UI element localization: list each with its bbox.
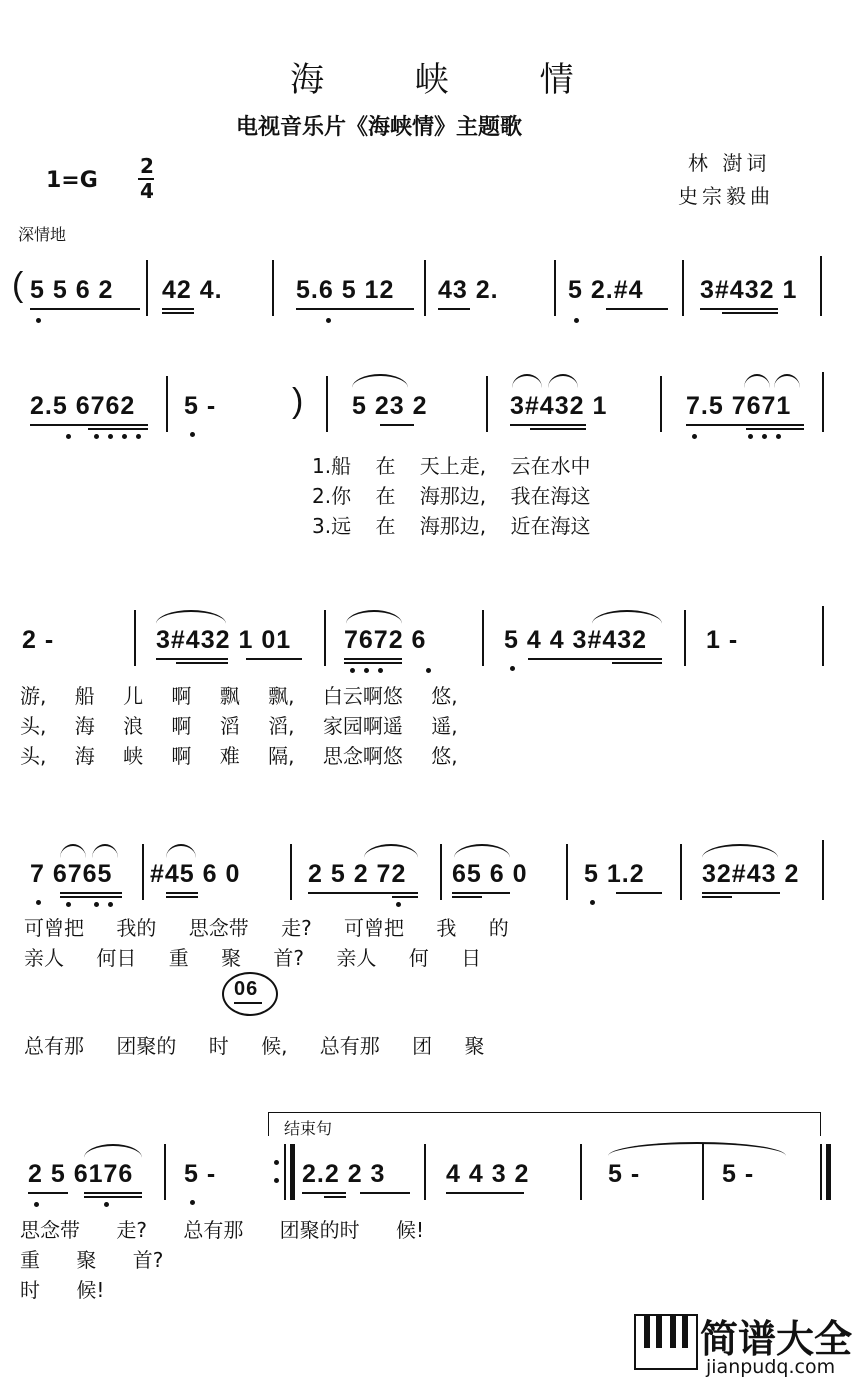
underline bbox=[88, 428, 148, 430]
underline bbox=[700, 308, 778, 310]
barline bbox=[820, 1144, 822, 1200]
watermark-text: 简谱大全 bbox=[700, 1317, 853, 1361]
underline bbox=[702, 892, 780, 894]
row2-measure-5: 7.5 7671 bbox=[686, 392, 792, 420]
ending-bracket-edge bbox=[268, 1112, 269, 1136]
octave-dot bbox=[762, 434, 767, 439]
row3-measure-4: 5 4 4 3#432 bbox=[504, 626, 648, 654]
row5-measure-4: 4 4 3 2 bbox=[446, 1160, 530, 1188]
slur bbox=[92, 844, 118, 858]
octave-dot bbox=[66, 902, 71, 907]
underline bbox=[616, 892, 662, 894]
row2-measure-2: 5 - bbox=[184, 392, 217, 420]
underline bbox=[722, 312, 778, 314]
row3-measure-2: 3#432 1 01 bbox=[156, 626, 292, 654]
slur bbox=[166, 844, 196, 858]
song-subtitle: 电视音乐片《海峡情》主题歌 bbox=[236, 115, 523, 140]
barline bbox=[290, 844, 292, 900]
underline bbox=[234, 1002, 262, 1004]
barline bbox=[822, 840, 824, 900]
underline bbox=[452, 896, 482, 898]
octave-dot bbox=[108, 902, 113, 907]
row5-measure-3: 2.2 2 3 bbox=[302, 1160, 386, 1188]
barline bbox=[702, 1144, 704, 1200]
row2-measure-1: 2.5 6762 bbox=[30, 392, 136, 420]
lyricist: 林 澍词 bbox=[688, 151, 771, 175]
octave-dot bbox=[36, 900, 41, 905]
underline bbox=[246, 658, 302, 660]
piano-key-icon bbox=[656, 1316, 662, 1348]
barline bbox=[482, 610, 484, 666]
underline bbox=[324, 1196, 346, 1198]
row4-measure-1: 7 6765 bbox=[30, 860, 113, 888]
octave-dot bbox=[776, 434, 781, 439]
barline bbox=[566, 844, 568, 900]
underline bbox=[392, 896, 418, 898]
barline bbox=[660, 376, 662, 432]
octave-dot bbox=[190, 1200, 195, 1205]
lyrics-verse-2: 2.你 在 海那边, 我在海这 bbox=[312, 484, 591, 508]
underline bbox=[176, 662, 228, 664]
underline bbox=[344, 658, 402, 660]
barline bbox=[684, 610, 686, 666]
watermark-url: jianpudq.com bbox=[706, 1356, 836, 1378]
lyrics-verse-1: 1.船 在 天上走, 云在水中 bbox=[312, 454, 591, 478]
row1-measure-4: 43 2. bbox=[438, 276, 499, 304]
underline bbox=[606, 308, 668, 310]
barline bbox=[146, 260, 148, 316]
time-signature-top: 2 bbox=[140, 154, 154, 178]
row1-measure-5: 5 2.#4 bbox=[568, 276, 644, 304]
underline bbox=[30, 424, 148, 426]
underline bbox=[438, 308, 470, 310]
octave-dot bbox=[326, 318, 331, 323]
octave-dot bbox=[122, 434, 127, 439]
song-title: 海 峡 情 bbox=[290, 60, 614, 100]
row5-measure-5: 5 - bbox=[608, 1160, 641, 1188]
underline bbox=[28, 1192, 68, 1194]
octave-dot bbox=[94, 902, 99, 907]
open-paren: ( bbox=[12, 266, 25, 304]
barline bbox=[142, 844, 144, 900]
piano-key-icon bbox=[670, 1316, 676, 1348]
lyrics-verse-3: 总有那 团聚的 时 候, 总有那 团 聚 bbox=[24, 1034, 485, 1058]
underline bbox=[166, 892, 198, 894]
barline bbox=[164, 1144, 166, 1200]
row4-measure-3: 2 5 2 72 bbox=[308, 860, 407, 888]
underline bbox=[162, 308, 194, 310]
row4-measure-2: #45 6 0 bbox=[150, 860, 241, 888]
tempo-marking: 深情地 bbox=[18, 225, 67, 244]
row1-measure-1: 5 5 6 2 bbox=[30, 276, 114, 304]
underline bbox=[446, 1192, 524, 1194]
composer: 史宗毅曲 bbox=[678, 184, 774, 208]
underline bbox=[344, 662, 402, 664]
slur bbox=[702, 844, 778, 858]
slur bbox=[346, 610, 402, 624]
octave-dot bbox=[94, 434, 99, 439]
barline bbox=[134, 610, 136, 666]
row1-measure-2: 42 4. bbox=[162, 276, 223, 304]
slur bbox=[60, 844, 86, 858]
slur bbox=[512, 374, 542, 388]
underline bbox=[84, 1196, 142, 1198]
ending-bracket bbox=[268, 1112, 820, 1113]
underline bbox=[612, 662, 662, 664]
underline bbox=[60, 896, 122, 898]
barline bbox=[680, 844, 682, 900]
barline bbox=[424, 1144, 426, 1200]
octave-dot bbox=[108, 434, 113, 439]
repeat-dot bbox=[274, 1160, 279, 1165]
underline bbox=[84, 1192, 142, 1194]
octave-dot bbox=[590, 900, 595, 905]
close-paren: ) bbox=[292, 382, 305, 420]
slur bbox=[156, 610, 226, 624]
octave-dot bbox=[104, 1202, 109, 1207]
barline bbox=[326, 376, 328, 432]
underline bbox=[30, 308, 140, 310]
underline bbox=[702, 896, 732, 898]
barline bbox=[272, 260, 274, 316]
underline bbox=[452, 892, 510, 894]
octave-dot bbox=[136, 434, 141, 439]
octave-dot bbox=[34, 1202, 39, 1207]
lyrics-verse-2: 重 聚 首? bbox=[20, 1248, 164, 1272]
barline bbox=[820, 256, 822, 316]
underline bbox=[162, 312, 194, 314]
repeat-dot bbox=[274, 1178, 279, 1183]
octave-dot bbox=[36, 318, 41, 323]
underline bbox=[530, 428, 586, 430]
slur bbox=[592, 610, 662, 624]
row4-measure-5: 5 1.2 bbox=[584, 860, 645, 888]
barline bbox=[284, 1144, 286, 1200]
row3-measure-1: 2 - bbox=[22, 626, 55, 654]
octave-dot bbox=[574, 318, 579, 323]
octave-dot bbox=[396, 902, 401, 907]
piano-key-icon bbox=[682, 1316, 688, 1348]
key-signature: 1=G bbox=[46, 168, 98, 193]
alternate-notes: 06 bbox=[234, 978, 259, 1000]
slur bbox=[454, 844, 510, 858]
lyrics-verse-1: 可曾把 我的 思念带 走? 可曾把 我 的 bbox=[24, 916, 509, 940]
lyrics-verse-3: 3.远 在 海那边, 近在海这 bbox=[312, 514, 591, 538]
underline bbox=[308, 892, 418, 894]
row3-measure-5: 1 - bbox=[706, 626, 739, 654]
barline bbox=[486, 376, 488, 432]
row4-measure-6: 32#43 2 bbox=[702, 860, 800, 888]
barline bbox=[682, 260, 684, 316]
lyrics-verse-1: 游, 船 儿 啊 飘 飘, 白云啊悠 悠, bbox=[20, 684, 458, 708]
octave-dot bbox=[378, 668, 383, 673]
row5-measure-1: 2 5 6176 bbox=[28, 1160, 134, 1188]
row3-measure-3: 7672 6 bbox=[344, 626, 427, 654]
barline bbox=[822, 372, 824, 432]
ending-bracket-edge bbox=[820, 1112, 821, 1136]
lyrics-verse-1: 思念带 走? 总有那 团聚的时 候! bbox=[20, 1218, 425, 1242]
lyrics-verse-3: 时 候! bbox=[20, 1278, 105, 1302]
row5-measure-2: 5 - bbox=[184, 1160, 217, 1188]
barline bbox=[166, 376, 168, 432]
octave-dot bbox=[66, 434, 71, 439]
barline bbox=[580, 1144, 582, 1200]
underline bbox=[60, 892, 122, 894]
octave-dot bbox=[748, 434, 753, 439]
row1-measure-3: 5.6 5 12 bbox=[296, 276, 395, 304]
lyrics-verse-3: 头, 海 峡 啊 难 隔, 思念啊悠 悠, bbox=[20, 744, 458, 768]
octave-dot bbox=[426, 668, 431, 673]
barline bbox=[440, 844, 442, 900]
octave-dot bbox=[364, 668, 369, 673]
slur bbox=[744, 374, 770, 388]
underline bbox=[746, 428, 804, 430]
underline bbox=[296, 308, 414, 310]
underline bbox=[380, 424, 414, 426]
row2-measure-4: 3#432 1 bbox=[510, 392, 608, 420]
slur bbox=[352, 374, 408, 388]
slur bbox=[774, 374, 800, 388]
lyrics-verse-2: 头, 海 浪 啊 滔 滔, 家园啊遥 遥, bbox=[20, 714, 458, 738]
underline bbox=[686, 424, 804, 426]
barline bbox=[324, 610, 326, 666]
slur bbox=[364, 844, 418, 858]
piano-key-icon bbox=[644, 1316, 650, 1348]
underline bbox=[510, 424, 586, 426]
row2-measure-3: 5 23 2 bbox=[352, 392, 428, 420]
underline bbox=[302, 1192, 346, 1194]
row4-measure-4: 65 6 0 bbox=[452, 860, 528, 888]
barline bbox=[424, 260, 426, 316]
underline bbox=[360, 1192, 410, 1194]
underline bbox=[156, 658, 228, 660]
ending-label: 结束句 bbox=[284, 1119, 333, 1138]
slur bbox=[548, 374, 578, 388]
row1-measure-6: 3#432 1 bbox=[700, 276, 798, 304]
octave-dot bbox=[350, 668, 355, 673]
octave-dot bbox=[510, 666, 515, 671]
row5-measure-6: 5 - bbox=[722, 1160, 755, 1188]
tie bbox=[608, 1142, 786, 1156]
lyrics-verse-2: 亲人 何日 重 聚 首? 亲人 何 日 bbox=[24, 946, 482, 970]
octave-dot bbox=[190, 432, 195, 437]
barline bbox=[554, 260, 556, 316]
barline bbox=[822, 606, 824, 666]
underline bbox=[166, 896, 198, 898]
octave-dot bbox=[692, 434, 697, 439]
time-signature-bottom: 4 bbox=[140, 179, 154, 203]
slur bbox=[84, 1144, 142, 1158]
barline-thick bbox=[290, 1144, 295, 1200]
final-barline bbox=[826, 1144, 831, 1200]
underline bbox=[528, 658, 662, 660]
